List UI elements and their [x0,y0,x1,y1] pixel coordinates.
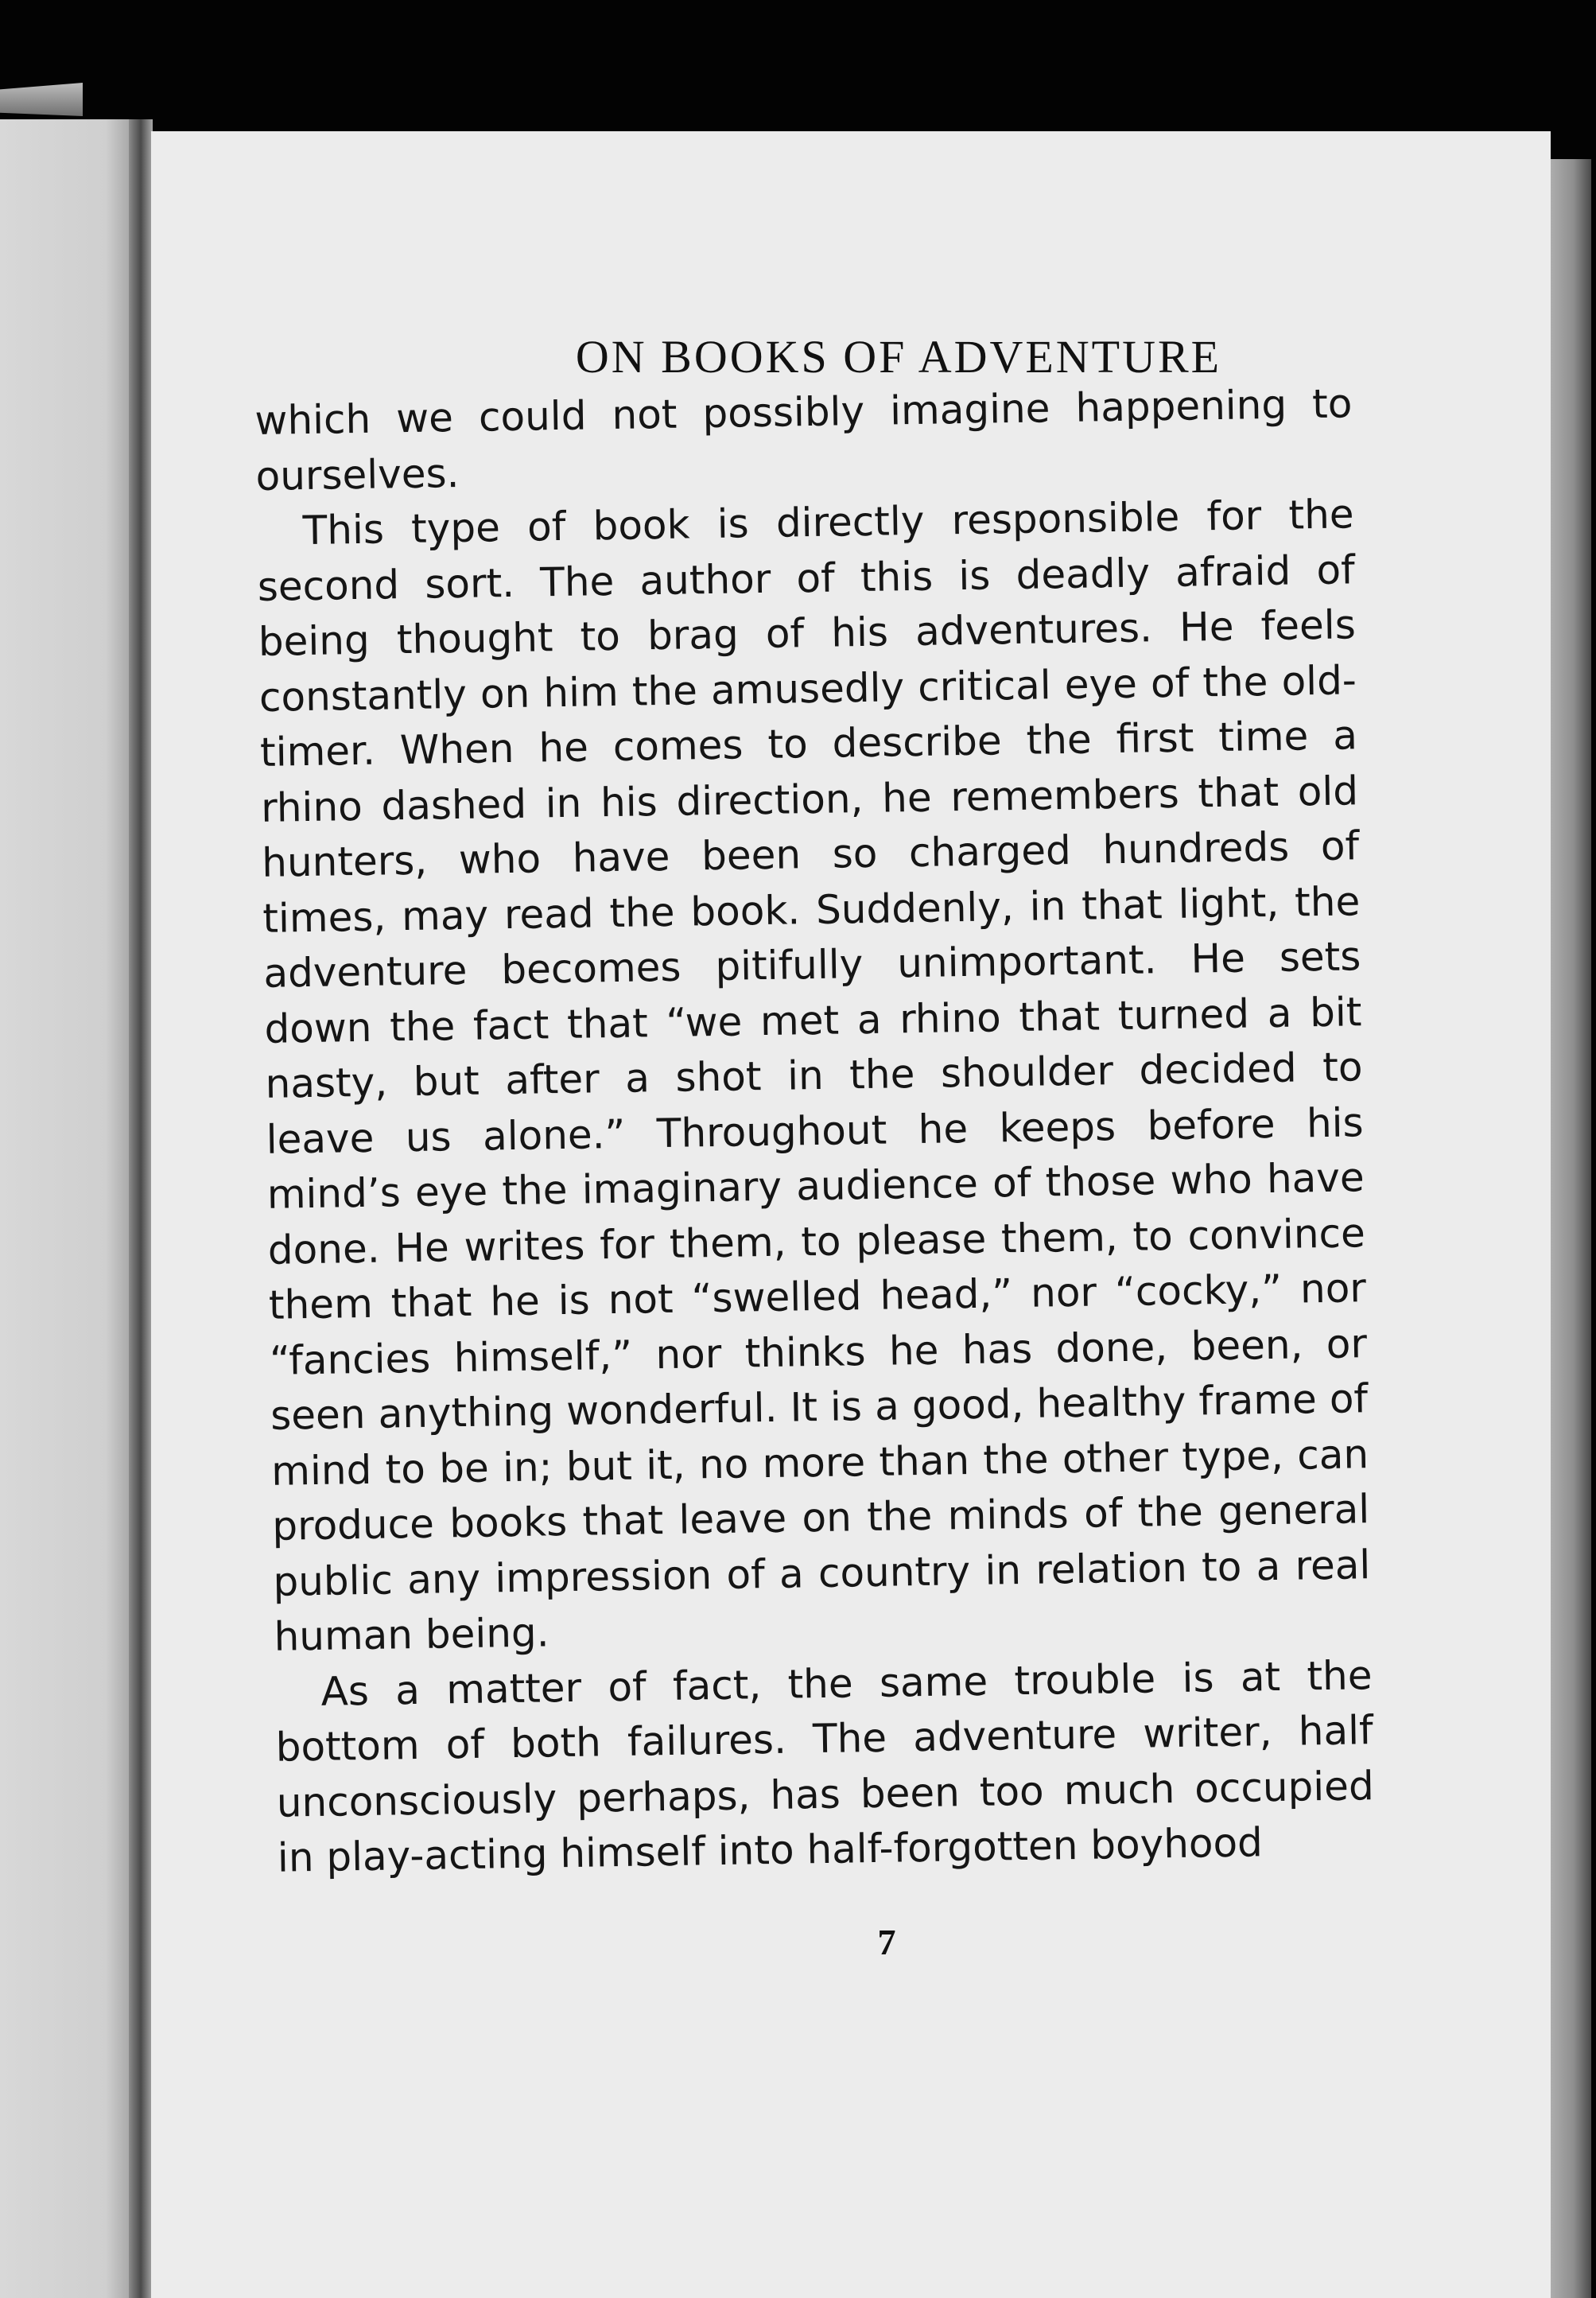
page-body [254,376,1375,1886]
page-number: 7 [877,1922,896,1962]
book-gutter [129,119,153,2298]
book-page [151,131,1551,2298]
paragraph: As a matter of fact, the same trouble is at the bottom of both failures. The adventure writer, half unconsciously perhaps, has been too much occupied in play-acting himself into half-forgotten boyhood [275,1651,1375,1881]
paragraph-continued: which we could not possibly imagine happening to ourselves. [254,380,1353,500]
corner-mark [0,83,83,116]
running-header: ON BOOKS OF ADVENTURE [575,331,1222,383]
paragraph: This type of book is directly responsible for the second sort. The author of this is deadly afraid of being thought to brag of his adventures. He feels constantly on him the amusedly critical eye of the old-timer. When he comes to describe the first time a rhino dashed in his direction, he remembers that old hunters, who have been so charged hundreds of times, may read the book. Suddenly, in that light, the adventure becomes pitifully unimportant. He sets down the fact that “we met a rhino that turned a bit nasty, but after a shot in the shoulder decided to leave us alone.” Throughout he keeps before his mind’s eye the imaginary audience of those who have done. He writes for them, to please them, to convince them that he is not “swelled head,” nor “cocky,” nor “fancies himself,” nor thinks he has done, been, or seen anything wonderful. It is a good, healthy frame of mind to be in; but it, no more than the other type, can produce books that leave on the minds of the general public any impression of a country in relation to a real human being. [257,491,1371,1660]
